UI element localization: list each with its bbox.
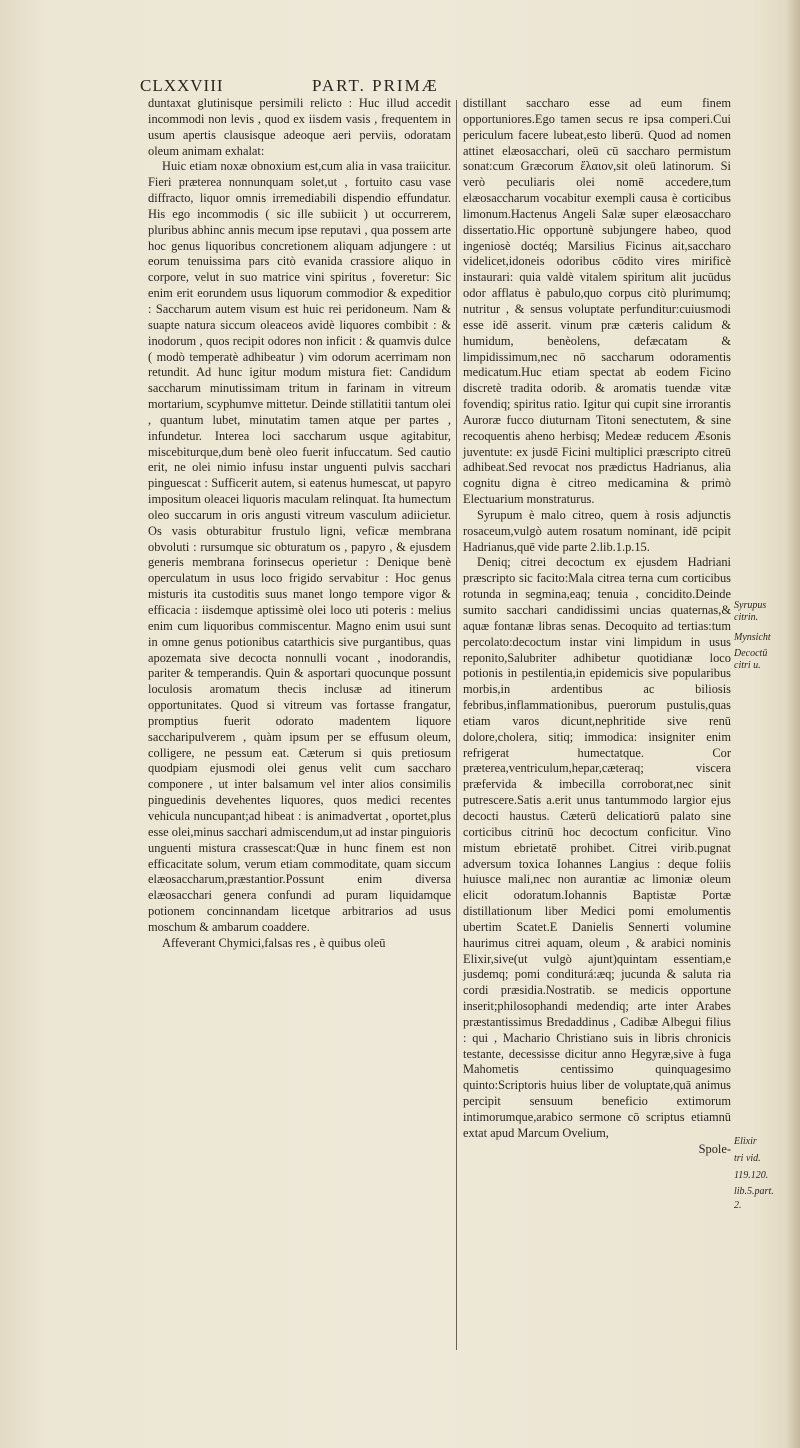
left-paragraph: Huic etiam noxæ obnoxium est,cum alia in vasa traiicitur. Fieri præterea nonnunquam solet,ut , fortuito casu vase diffracto, liquor omnis irremediabili dispendio effundatur. His ego incommodis ( sic ille subiicit ) ut occurrerem, pluribus abhinc annis mecum ipse reputavi , qua possem arte hoc genus liquoribus concretionem aliquam adjungere : ut eorum tenuissima pars citò evanida crassiore aliquo in corpore, velut in suo matrice vini spiritus , foveretur: Sic enim erit eorundem usus liquorum commodior & expeditior : Saccharum autem visum est huic rei peridoneum. Nam & suapte natura siccum oleaceos avidè liquores combibit : & inodorum , quos recipit odores non inficit : & quamvis dulce ( modò temperatè adhibeatur ) vim odorum acerrimam non retundit. Ad hunc igitur modum mistura fiet: Candidum saccharum minutissimam tritum in farinam in vitreum mortarium, scyphumve mittetur. Deinde stillatitii tantum olei , quantum lubet, minutatim tamen atque per partes , infundetur. Interea loci saccharum usque agitabitur, miscebiturque,dum benè oleo fuerit infuccatum. Sed cautio erit, ne olei nimio infusu instar unguenti pulvis sacchari pinguescat : Sufficerit autem, si eatenus humescat, ut papyro impositum oleacei liquoris maculam relinquat. Ita humectum oleo succarum in oris angusti vitreum vasculum adiicietur. Os vasis obturabitur frustulo ligni, veficæ membrana obvoluti : rursumque sic obturatum os , papyro , & ejusdem generis membrana forinsecus operietur : Denique benè operculatum in usus loco frigido servabitur : Hoc genus misturis ita custoditis suus manet longo tempore vigor & efficacia : iisdemque aptissimè olei loco uti poteris : melius enim cum liquoribus commiscentur. Magno enim usui sunt in omne genus potionibus catarthicis sive purgantibus, quas apozemata sive decocta nonnulli vocant , inodorandis, pariter & temperandis. Quin & asportari quocunque possunt loculosis aromatum thecis inclusæ ad itinerum opportunitates. Quod si vitreum vas fortasse frangatur, promptius fuerit odorato madentem liquore saccharipulverem , quàm ipsum per se effusum oleum, colligere, ne pessum eat. Cæterum si quis pretiosum quodpiam ejusmodi olei genus velit cum saccharo componere , ut inter balsamum vel inter alios consimilis pinguedinis devehentes liquores, quos medici recentes vehicula nuncupant;ad hibeat : is animadvertat , oportet,plus esse olei,minus sacchari admiscendum,ut ad instar pinguioris unguenti mistura crassescat:Quæ in hunc finem est non efficacitate solum, verum etiam commoditate, quam siccum elæosaccharum,præstantior.Possunt enim diversa elæosacchari genera confundi ad puram liquidamque potionem concinnandam licetque arbitrarios ad usus moschum & ambarum coaddere. <box>148 159 451 934</box>
right-paragraph: distillant saccharo esse ad eum finem opportuniores.Ego tamen secus re ipsa comperi.Cui periculum facere lubeat,esto liberū. Quod ad nomen attinet elæosacchari, oleū cū saccharo permistum sonat:cum Græcorum ἔλαιον,sit oleū latinorum. Si verò peculiaris olei nomē accedere,tum elæosaccharum vocabitur exempli causa è corticibus limonum.Hactenus Angeli Salæ super elæosaccharo dissertatio.Hic opportunè subjungere habeo, quod ingeniosè doctéq; Marsilius Ficinus ait,saccharo videlicet,idoneis odoribus cōdito vires mirificè instaurari: quia valdè vitalem spiritum alit jucūdus odor afflatus è pabulo,quo corpus citò plurimumq; nutritur , & sensus voluptate perfunditur:cuiusmodi esse idē asserit. vinum præ cæteris calidum & humidum, benèolens, defæcatam & limpidissimum,nec nō saccharum odoramentis medicatum.Huc etiam spectat ab eodem Ficino discretè tradita odorib. & aromatis tuendæ vitæ fovendiq; spiritus ratio. Igitur qui cupit sine irrorantis Auroræ fucco diuturnam Titoni senectutem, & sine recoquentis aheno herbisq; Medeæ reducem Æsonis juventute: ex jusdē Ficini multiplici præscripto citreū adhibeat.Sed revocat nos prædictus Hadrianus, alia cognitu digna è citreo medicamina & primò Electuarium monstraturus. <box>463 96 731 507</box>
column-divider <box>456 100 457 1350</box>
left-paragraph: Affeverant Chymici,falsas res , è quibus oleū <box>162 935 386 950</box>
margin-note: lib.5.part. <box>734 1186 774 1197</box>
margin-note: 2. <box>734 1200 742 1211</box>
margin-note: citrin. <box>734 612 759 623</box>
margin-note: Elixir <box>734 1136 757 1147</box>
page-number: CLXXVIII <box>140 76 224 95</box>
margin-note: citri u. <box>734 660 761 671</box>
margin-note: Mynsicht <box>734 632 771 643</box>
margin-note: 119.120. <box>734 1170 769 1181</box>
catchword: Spole- <box>698 1141 731 1156</box>
right-paragraph: Syrupum è malo citreo, quem à rosis adjunctis rosaceum,vulgò autem rosatum nominant, idē pcipit Hadrianus,quē vide parte 2.lib.1.p.15. <box>463 507 731 554</box>
right-column <box>463 96 731 1158</box>
margin-note: tri vid. <box>734 1153 761 1164</box>
margin-note: Syrupus <box>734 600 767 611</box>
running-title: PART. PRIMÆ <box>312 76 439 95</box>
left-paragraph: duntaxat glutinisque persimili relicto : Huc illud accedit incommodi non levis , quod ex iisdem vasis , frequentem in usum apertis clausisque adeoque aeri perviis, odoratam oleum animam exhalat: <box>148 96 451 158</box>
page-header <box>140 76 760 98</box>
left-column <box>148 96 451 952</box>
margin-note: Decoctū <box>734 648 768 659</box>
page-edge-shadow <box>786 0 800 1448</box>
right-paragraph: Deniq; citrei decoctum ex ejusdem Hadriani præscripto sic facito:Mala citrea terna cum corticibus rotunda in segmina,eaq; tenuia , concidito.Deinde sumito sacchari candidissimi uncias quaternas,& aquæ fontanæ libras senas. Decoquito ad tertias:tum percolato:decoctum instar vini limpidum in usus reponito,Salubriter adhibetur quotidianæ loco potionis in pestilentia,in epidemicis sive popularibus morbis,in ardentibus ac biliosis febribus,inflammationibus, puerorum pustulis,quas etiam varos dicunt,nephritide sive renū dolore,cholera, sitiq; immodica: insigniter enim refrigerat humectatque. Cor præterea,ventriculum,hepar,cæteraq; viscera præfervida & imbecilla corroborat,nec sinit putrescere.Satis a.erit unus tantummodo largior ejus decocti haustus. Cæterū delicatiorū palato sine corticibus citrinū hoc decoctum conficitur. Vino mistum ebrietatē prohibet. Citrei virib.pugnat adversum toxica Iohannes Langius : deque foliis huiusce mali,nec non aurantiæ ac limoniæ oleum elicit odoratum.Iohannis Baptistæ Portæ distillationum liber Medici pomi emolumentis ubertim Scatet.E Danielis Sennerti volumine haurimus citrei aquam, oleum , & arabici nominis Elixir,sive(ut vulgò ajunt)quintam essentiam,e jusdemq; pomi conditurá:æq; jucunda & saluta ria cordi præsidia.Nostratib. se medicis opportune inserit;philosophandi medendiq; arte inter Arabes præstantissimus Bredaddinus , Cadibæ Albegui filius : qui , Machario Christiano suis in libris chronicis testante, decessisse dicitur anno Hegyræ,sive à fuga Mahometis centissimo quinquagesimo quinto:Scriptoris huius liber de voluptate,quā animus percipit sensuum beneficio extimorum intimorumque,arabico sermone cō scriptus etiamnū extat apud Marcum Ovelium, <box>463 555 731 1140</box>
